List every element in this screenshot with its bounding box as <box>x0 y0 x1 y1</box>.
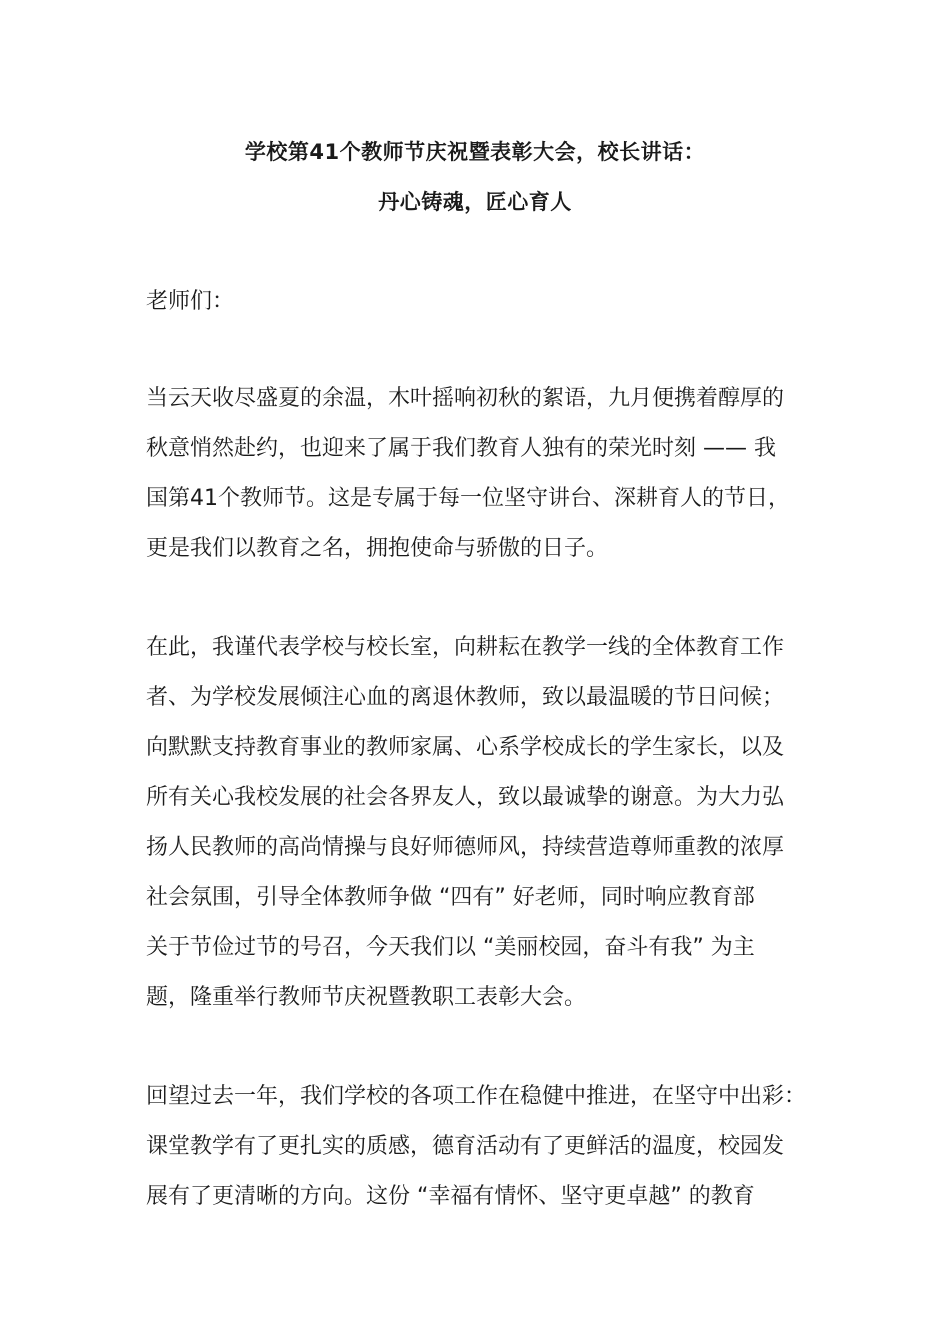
paragraph-2-line-6: 社会氛围，引导全体教师争做 “四有” 好老师，同时响应教育部 <box>146 885 755 910</box>
paragraph-1-line-2: 秋意悄然赴约，也迎来了属于我们教育人独有的荣光时刻 —— 我 <box>146 436 776 461</box>
paragraph-2-line-8: 题，隆重举行教师节庆祝暨教职工表彰大会。 <box>146 985 587 1010</box>
document-title: 学校第41个教师节庆祝暨表彰大会，校长讲话： <box>244 140 706 164</box>
paragraph-2-line-3: 向默默支持教育事业的教师家属、心系学校成长的学生家长，以及 <box>146 735 785 760</box>
paragraph-3-line-2: 课堂教学有了更扎实的质感，德育活动有了更鲜活的温度，校园发 <box>146 1134 785 1159</box>
paragraph-3-line-3: 展有了更清晰的方向。这份 “幸福有情怀、坚守更卓越” 的教育 <box>146 1184 755 1209</box>
paragraph-2-line-1: 在此，我谨代表学校与校长室，向耕耘在教学一线的全体教育工作 <box>146 635 785 660</box>
paragraph-2-line-5: 扬人民教师的高尚情操与良好师德师风，持续营造尊师重教的浓厚 <box>146 835 785 860</box>
paragraph-2-line-2: 者、为学校发展倾注心血的离退休教师，致以最温暖的节日问候； <box>146 685 785 710</box>
paragraph-1-line-3: 国第41个教师节。这是专属于每一位坚守讲台、深耕育人的节日， <box>146 486 790 511</box>
paragraph-1-line-1: 当云天收尽盛夏的余温，木叶摇响初秋的絮语，九月便携着醇厚的 <box>146 386 785 411</box>
paragraph-2-line-4: 所有关心我校发展的社会各界友人，致以最诚挚的谢意。为大力弘 <box>146 785 785 810</box>
salutation: 老师们： <box>146 289 235 314</box>
paragraph-1-line-4: 更是我们以教育之名，拥抱使命与骄傲的日子。 <box>146 536 609 561</box>
paragraph-3-line-1: 回望过去一年，我们学校的各项工作在稳健中推进，在坚守中出彩： <box>146 1084 807 1109</box>
paragraph-2-line-7: 关于节俭过节的号召，今天我们以 “美丽校园，奋斗有我” 为主 <box>146 935 755 960</box>
document-subtitle: 丹心铸魂，匠心育人 <box>378 190 572 214</box>
